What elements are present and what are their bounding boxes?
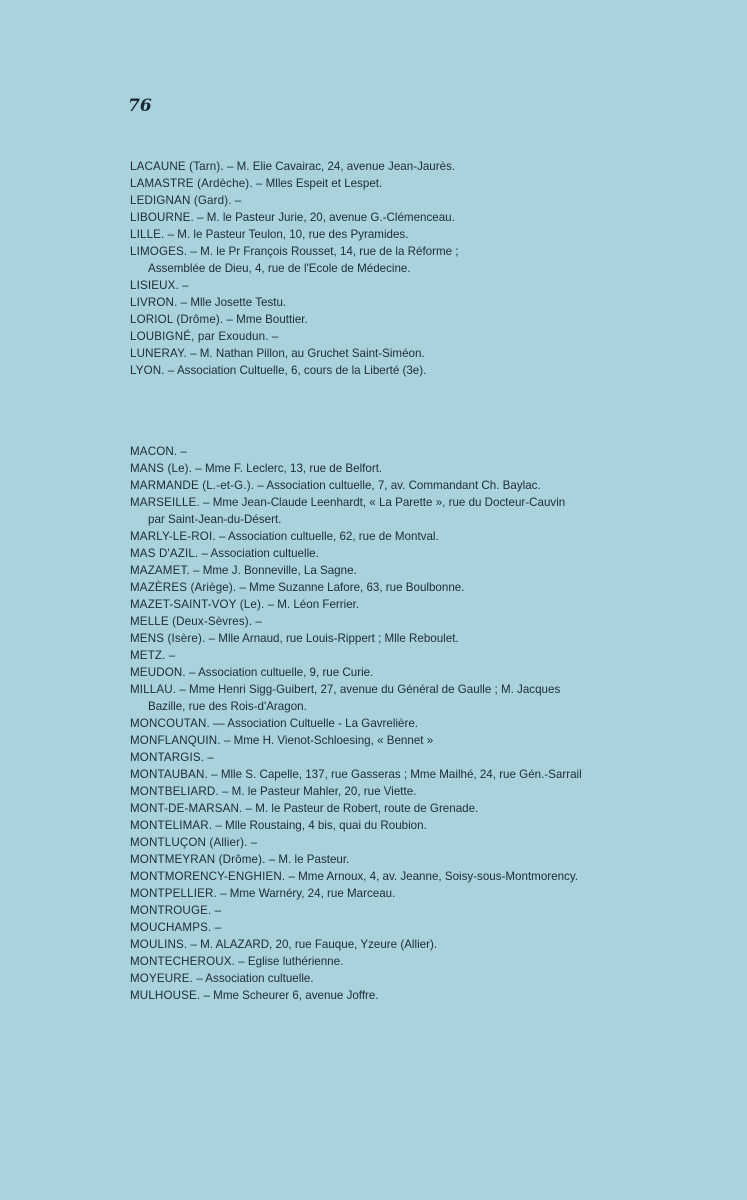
place-name: LIBOURNE. bbox=[130, 211, 194, 224]
directory-section-m bbox=[130, 443, 655, 1004]
entry-detail: – Association cultuelle. bbox=[198, 547, 319, 560]
directory-entry bbox=[130, 749, 655, 766]
entry-detail: – bbox=[231, 194, 242, 207]
place-name: MOULINS. bbox=[130, 938, 188, 951]
place-name: LAMASTRE (Ardèche). bbox=[130, 177, 253, 190]
directory-entry bbox=[130, 783, 655, 800]
directory-entry bbox=[130, 277, 655, 294]
place-name: LYON. bbox=[130, 364, 165, 377]
place-name: MAZÈRES (Ariège). bbox=[130, 581, 237, 594]
directory-entry bbox=[130, 562, 655, 579]
entry-detail: – Mlle Josette Testu. bbox=[177, 296, 287, 309]
directory-entry bbox=[130, 800, 655, 817]
directory-entry bbox=[130, 579, 655, 596]
entry-detail: – bbox=[252, 615, 262, 628]
directory-entry bbox=[130, 851, 655, 868]
entry-continuation: par Saint-Jean-du-Désert. bbox=[148, 513, 282, 526]
directory-entry bbox=[130, 226, 655, 243]
entry-detail: — Association Cultuelle - La Gavrelière. bbox=[209, 717, 418, 730]
place-name: MONCOUTAN. bbox=[130, 717, 210, 730]
entry-detail: – Mme Bouttier. bbox=[223, 313, 308, 326]
place-name: MOYEURE. bbox=[130, 972, 194, 985]
directory-entry bbox=[130, 919, 655, 936]
entry-detail: – Association cultuelle, 7, av. Commandant Ch. Baylac. bbox=[254, 479, 541, 492]
entry-detail: – Mme Suzanne Lafore, 63, rue Boulbonne. bbox=[236, 581, 465, 594]
place-name: MONTBELIARD. bbox=[130, 785, 219, 798]
entry-detail: – Mme F. Leclerc, 13, rue de Belfort. bbox=[192, 462, 383, 475]
place-name: MARSEILLE. bbox=[130, 496, 200, 509]
entry-detail: – M. Nathan Pillon, au Gruchet Saint-Siméon. bbox=[186, 347, 425, 360]
directory-entry bbox=[130, 681, 655, 715]
directory-entry bbox=[130, 596, 655, 613]
place-name: LEDIGNAN (Gard). bbox=[130, 194, 232, 207]
entry-detail: – Mme Warnéry, 24, rue Marceau. bbox=[216, 887, 396, 900]
entry-detail: – Mme Henri Sigg-Guibert, 27, avenue du Général de Gaulle ; M. Jacques bbox=[176, 683, 561, 696]
place-name: MANS (Le). bbox=[130, 462, 193, 475]
place-name: MONTARGIS. bbox=[130, 751, 205, 764]
entry-detail: – bbox=[165, 649, 176, 662]
entry-detail: – M. le Pr François Rousset, 14, rue de la Réforme ; bbox=[187, 245, 459, 258]
entry-detail: – M. le Pasteur. bbox=[265, 853, 350, 866]
directory-entry bbox=[130, 443, 655, 460]
directory-entry bbox=[130, 328, 655, 345]
directory-entry bbox=[130, 243, 655, 277]
entry-detail: – Mlle Arnaud, rue Louis-Rippert ; Mlle Reboulet. bbox=[205, 632, 459, 645]
directory-entry bbox=[130, 613, 655, 630]
entry-detail: – bbox=[204, 751, 214, 764]
place-name: LORIOL (Drôme). bbox=[130, 313, 224, 326]
place-name: MONTAUBAN. bbox=[130, 768, 208, 781]
entry-detail: – bbox=[177, 445, 187, 458]
place-name: MENS (Isère). bbox=[130, 632, 206, 645]
place-name: MELLE (Deux-Sèvres). bbox=[130, 615, 253, 628]
place-name: MAS D'AZIL. bbox=[130, 547, 199, 560]
place-name: LISIEUX. bbox=[130, 279, 179, 292]
directory-entry bbox=[130, 647, 655, 664]
directory-entry bbox=[130, 732, 655, 749]
entry-detail: – bbox=[211, 921, 222, 934]
place-name: MONTLUÇON (Allier). bbox=[130, 836, 248, 849]
entry-detail: – Mme Scheurer 6, avenue Joffre. bbox=[200, 989, 379, 1002]
directory-entry bbox=[130, 630, 655, 647]
directory-entry bbox=[130, 175, 655, 192]
directory-entry bbox=[130, 545, 655, 562]
entry-detail: – M. le Pasteur Teulon, 10, rue des Pyramides. bbox=[164, 228, 409, 241]
entry-detail: – Mme J. Bonneville, La Sagne. bbox=[189, 564, 357, 577]
place-name: MAZAMET. bbox=[130, 564, 190, 577]
place-name: MONTPELLIER. bbox=[130, 887, 217, 900]
place-name: MONTMEYRAN (Drôme). bbox=[130, 853, 266, 866]
entry-detail: – Association cultuelle. bbox=[193, 972, 314, 985]
directory-entry bbox=[130, 664, 655, 681]
entry-detail: – M. le Pasteur de Robert, route de Grenade. bbox=[242, 802, 479, 815]
place-name: LIVRON. bbox=[130, 296, 178, 309]
entry-continuation: Bazille, rue des Rois-d'Aragon. bbox=[148, 700, 307, 713]
entry-detail: – bbox=[247, 836, 258, 849]
directory-entry bbox=[130, 192, 655, 209]
directory-entry bbox=[130, 953, 655, 970]
directory-entry bbox=[130, 885, 655, 902]
entry-detail: – M. le Pasteur Mahler, 20, rue Viette. bbox=[218, 785, 417, 798]
place-name: MILLAU. bbox=[130, 683, 177, 696]
directory-entry bbox=[130, 936, 655, 953]
place-name: MULHOUSE. bbox=[130, 989, 201, 1002]
directory-entry bbox=[130, 158, 655, 175]
directory-entry bbox=[130, 834, 655, 851]
directory-entry bbox=[130, 311, 655, 328]
entry-detail: – Mlle Roustaing, 4 bis, quai du Roubion. bbox=[212, 819, 427, 832]
place-name: MONTELIMAR. bbox=[130, 819, 213, 832]
place-name: MONTROUGE. bbox=[130, 904, 212, 917]
directory-entry bbox=[130, 902, 655, 919]
entry-detail: – M. le Pasteur Jurie, 20, avenue G.-Clémenceau. bbox=[193, 211, 455, 224]
directory-entry bbox=[130, 345, 655, 362]
directory-entry bbox=[130, 362, 655, 379]
entry-detail: – M. Léon Ferrier. bbox=[264, 598, 360, 611]
entry-detail: – Association Cultuelle, 6, cours de la Liberté (3e). bbox=[164, 364, 427, 377]
entry-detail: – Mme Jean-Claude Leenhardt, « La Parette », rue du Docteur-Cauvin bbox=[199, 496, 566, 509]
entry-detail: – Eglise luthérienne. bbox=[235, 955, 344, 968]
directory-entry bbox=[130, 766, 655, 783]
place-name: MARLY-LE-ROI. bbox=[130, 530, 216, 543]
place-name: MEUDON. bbox=[130, 666, 186, 679]
directory-entry bbox=[130, 868, 655, 885]
entry-continuation: Assemblée de Dieu, 4, rue de l'Ecole de Médecine. bbox=[148, 262, 411, 275]
place-name: MOUCHAMPS. bbox=[130, 921, 212, 934]
directory-entry bbox=[130, 477, 655, 494]
entry-detail: – Mme H. Vienot-Schloesing, « Bennet » bbox=[220, 734, 434, 747]
directory-entry bbox=[130, 528, 655, 545]
place-name: LOUBIGNÉ, par Exoudun. bbox=[130, 330, 269, 343]
entry-detail: – Mlle S. Capelle, 137, rue Gasseras ; Mme Mailhé, 24, rue Gén.-Sarrail bbox=[207, 768, 582, 781]
entry-detail: – M. Elie Cavairac, 24, avenue Jean-Jaurès. bbox=[223, 160, 456, 173]
place-name: LACAUNE (Tarn). bbox=[130, 160, 224, 173]
entry-detail: – M. ALAZARD, 20, rue Fauque, Yzeure (Allier). bbox=[187, 938, 438, 951]
directory-entry bbox=[130, 294, 655, 311]
place-name: METZ. bbox=[130, 649, 166, 662]
directory-entry bbox=[130, 987, 655, 1004]
place-name: MONT-DE-MARSAN. bbox=[130, 802, 243, 815]
directory-section-l bbox=[130, 158, 655, 379]
entry-detail: – Mme Arnoux, 4, av. Jeanne, Soisy-sous-Montmorency. bbox=[285, 870, 578, 883]
place-name: LIMOGES. bbox=[130, 245, 188, 258]
place-name: MONTECHEROUX. bbox=[130, 955, 236, 968]
directory-entry bbox=[130, 209, 655, 226]
place-name: MAZET-SAINT-VOY (Le). bbox=[130, 598, 265, 611]
directory-entry bbox=[130, 460, 655, 477]
directory-entry bbox=[130, 494, 655, 528]
place-name: MONTMORENCY-ENGHIEN. bbox=[130, 870, 286, 883]
place-name: MACON. bbox=[130, 445, 178, 458]
entry-detail: – Association cultuelle, 62, rue de Montval. bbox=[215, 530, 439, 543]
entry-detail: – bbox=[211, 904, 222, 917]
entry-detail: – bbox=[178, 279, 189, 292]
place-name: MONFLANQUIN. bbox=[130, 734, 221, 747]
entry-detail: – Mlles Espeit et Lespet. bbox=[252, 177, 383, 190]
place-name: LUNERAY. bbox=[130, 347, 187, 360]
directory-entry bbox=[130, 715, 655, 732]
directory-entry bbox=[130, 817, 655, 834]
directory-entry bbox=[130, 970, 655, 987]
page-number: 76 bbox=[128, 96, 152, 116]
place-name: LILLE. bbox=[130, 228, 165, 241]
entry-detail: – bbox=[268, 330, 279, 343]
entry-detail: – Association cultuelle, 9, rue Curie. bbox=[185, 666, 374, 679]
place-name: MARMANDE (L.-et-G.). bbox=[130, 479, 255, 492]
